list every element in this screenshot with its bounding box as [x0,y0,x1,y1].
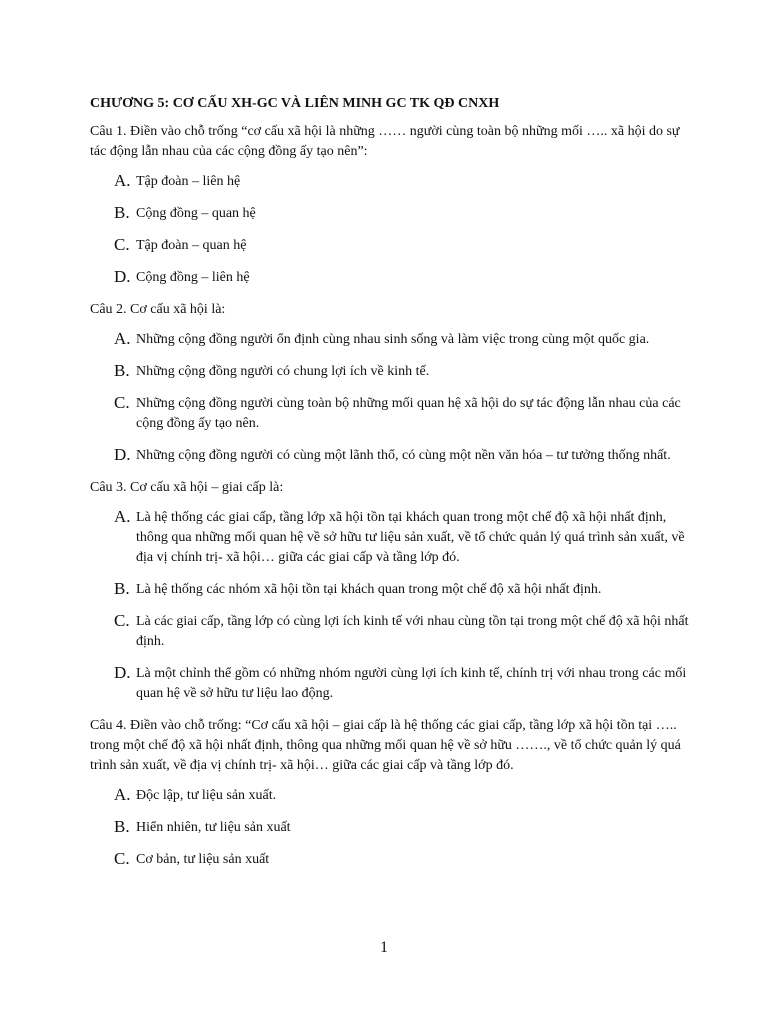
answer-option [90,612,690,652]
question-text: Câu 1. Điền vào chỗ trống “cơ cấu xã hội là những …… người cùng toàn bộ những mối ….. xã hội do sự tác động lẫn nhau của các cộng đồng ấy tạo nên”: [90,124,680,159]
option-letter: A. [114,507,131,526]
question-4 [90,716,690,870]
option-letter: B. [114,361,130,380]
option-text: Những cộng đồng người có chung lợi ích về kinh tế. [136,364,430,379]
option-text: Là hệ thống các nhóm xã hội tồn tại khách quan trong một chế độ xã hội nhất định. [136,582,602,597]
answer-option [90,580,690,600]
answer-option [90,508,690,568]
answer-option [90,446,690,466]
answer-option [90,664,690,704]
answer-option [90,268,690,288]
option-letter: D. [114,267,131,286]
question-3 [90,478,690,704]
chapter-title: CHƯƠNG 5: CƠ CẤU XH-GC VÀ LIÊN MINH GC TK QĐ CNXH [90,96,500,111]
option-letter: C. [114,849,130,868]
answer-option [90,204,690,224]
option-letter: C. [114,235,130,254]
answer-options [90,508,690,704]
question-text: Câu 4. Điền vào chỗ trống: “Cơ cấu xã hội – giai cấp là hệ thống các giai cấp, tầng lớp xã hội tồn tại ….. trong một chế độ xã hội nhất định, thông qua những mối quan hệ về sở hữu ……., về tổ chức quản lý quá trình sản xuất, về địa vị chính trị- xã hội… giữa các giai cấp và tầng lớp đó. [90,718,681,773]
answer-options [90,330,690,466]
option-text: Là một chỉnh thể gồm có những nhóm người cùng lợi ích kinh tế, chính trị với nhau trong các mối quan hệ về sở hữu tư liệu lao động. [136,666,687,701]
option-letter: A. [114,171,131,190]
option-letter: C. [114,611,130,630]
option-letter: B. [114,817,130,836]
question-text: Câu 2. Cơ cấu xã hội là: [90,302,226,317]
answer-option [90,236,690,256]
answer-option [90,362,690,382]
question-2 [90,300,690,466]
option-text: Cơ bản, tư liệu sản xuất [136,852,270,867]
option-letter: D. [114,663,131,682]
option-letter: B. [114,579,130,598]
answer-option [90,850,690,870]
document-content [90,94,690,882]
option-letter: A. [114,785,131,804]
answer-option [90,330,690,350]
option-text: Là các giai cấp, tầng lớp có cùng lợi ích kinh tế với nhau cùng tồn tại trong một chế độ xã hội nhất định. [136,614,689,649]
answer-option [90,786,690,806]
option-text: Cộng đồng – quan hệ [136,206,256,221]
option-text: Những cộng đồng người ổn định cùng nhau sinh sống và làm việc trong cùng một quốc gia. [136,332,650,347]
option-letter: C. [114,393,130,412]
option-letter: D. [114,445,131,464]
answer-option [90,818,690,838]
option-letter: A. [114,329,131,348]
option-text: Những cộng đồng người cùng toàn bộ những mối quan hệ xã hội do sự tác động lẫn nhau của các cộng đồng ấy tạo nên. [136,396,681,431]
answer-options [90,172,690,288]
answer-option [90,394,690,434]
option-text: Độc lập, tư liệu sản xuất. [136,788,277,803]
answer-options [90,786,690,870]
option-text: Tập đoàn – quan hệ [136,238,247,253]
option-text: Là hệ thống các giai cấp, tầng lớp xã hội tồn tại khách quan trong một chế độ xã hội nhất định, thông qua những mối quan hệ về sở hữu tư liệu sản xuất, về tổ chức quản lý quá trình sản xuất, về địa vị chính trị- xã hội… giữa các giai cấp và tầng lớp đó. [136,510,685,565]
option-text: Hiển nhiên, tư liệu sản xuất [136,820,291,835]
option-text: Tập đoàn – liên hệ [136,174,241,189]
question-text: Câu 3. Cơ cấu xã hội – giai cấp là: [90,480,284,495]
option-text: Cộng đồng – liên hệ [136,270,250,285]
answer-option [90,172,690,192]
option-text: Những cộng đồng người có cùng một lãnh thổ, có cùng một nền văn hóa – tư tưởng thống nhất. [136,448,671,463]
option-letter: B. [114,203,130,222]
page-number: 1 [380,939,388,956]
question-1 [90,122,690,288]
